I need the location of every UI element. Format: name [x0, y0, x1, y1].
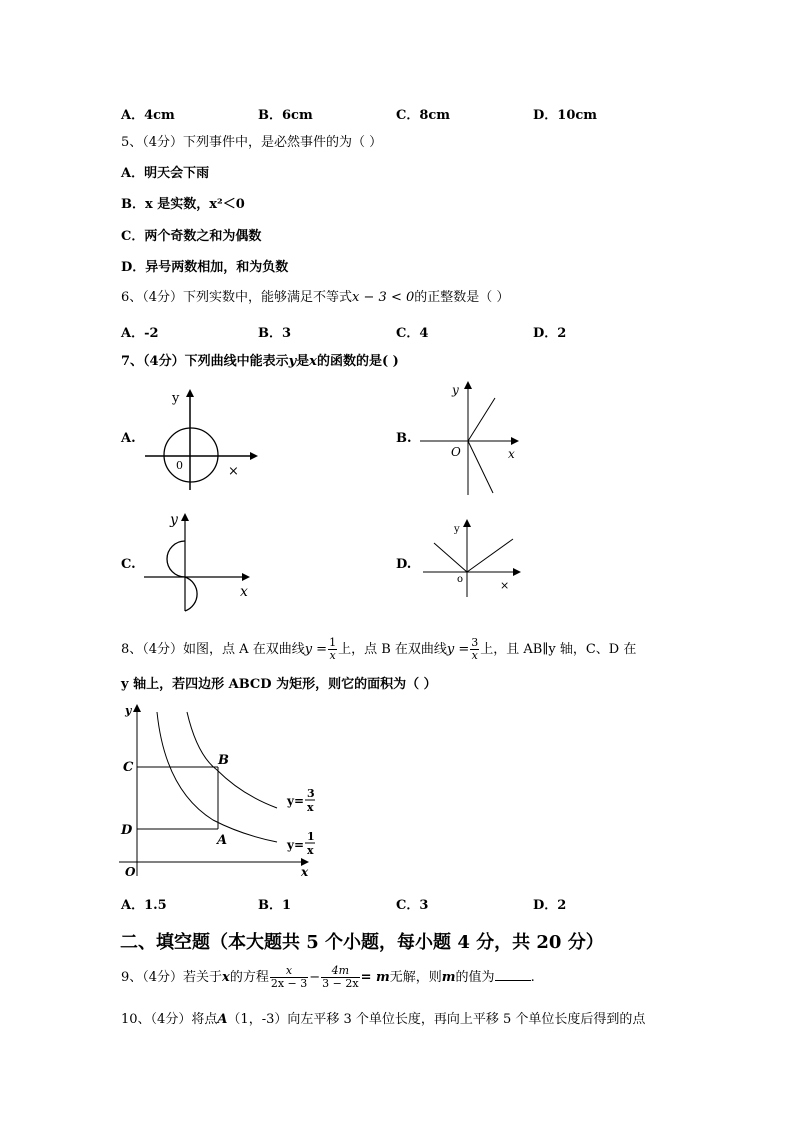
q7-d-origin-label: o — [457, 574, 464, 585]
q7-stem-pre: 7、（4分）下列曲线中能表示 — [121, 354, 289, 369]
q8-fig-y-label: y — [125, 704, 132, 717]
q8-eq2-fraction — [470, 637, 479, 662]
q9-end: . — [530, 970, 535, 985]
q8-eq1-fraction — [328, 637, 337, 662]
q7-x: x — [309, 354, 317, 369]
q8-fig-lbl1-den: x — [307, 844, 314, 857]
q7-stem-post: 的函数的是( ) — [316, 354, 399, 369]
q7-figure-a — [140, 385, 270, 495]
q9-stem-post1: 无解，则 — [389, 970, 442, 985]
q8-eq2-lhs: y = — [446, 642, 470, 657]
q7-c-x-label: x — [240, 584, 248, 600]
q8-fig-a-label: A — [217, 833, 228, 848]
q8-fig-b-label: B — [218, 753, 229, 768]
q5-choice-d: D．异号两数相加，和为负数 — [121, 260, 289, 275]
q6-option-d: D．2 — [533, 326, 567, 341]
q7-label-d: D. — [396, 557, 412, 572]
q9-f1-num: x — [270, 965, 308, 978]
q7-d-y-label: y — [454, 524, 460, 535]
q9-fraction-2 — [321, 965, 359, 990]
q8-fig-d-label: D — [121, 823, 133, 838]
q6-stem — [121, 290, 509, 306]
q9-x: x — [222, 970, 230, 985]
q9-f1-den: 2x − 3 — [270, 977, 308, 990]
q5-choice-a: A．明天会下雨 — [121, 166, 210, 181]
q8-fig-lbl3-lhs: y= — [287, 794, 305, 808]
q7-b-y-label: y — [452, 383, 459, 397]
q8-fig-origin-label: O — [125, 865, 136, 879]
q8-option-b: B．1 — [258, 898, 292, 913]
q7-figure-d — [420, 517, 530, 602]
q8-fig-lbl1-num: 1 — [307, 830, 315, 843]
q8-eq2-den: x — [471, 649, 478, 662]
q8-option-c: C．3 — [396, 898, 429, 913]
q7-b-x-label: x — [508, 447, 515, 461]
q7-label-a: A. — [121, 431, 136, 446]
q8-option-a: A．1.5 — [121, 898, 167, 913]
q9-f2-den: 3 − 2x — [322, 977, 359, 990]
q7-d-x-label: × — [500, 579, 510, 592]
q9-equals-m: = m — [360, 970, 390, 985]
q9-stem-pre: 9、（4分）若关于 — [121, 970, 223, 985]
section-2-title: 二、填空题（本大题共 5 个小题，每小题 4 分，共 20 分） — [120, 932, 604, 953]
q9-stem-mid: 的方程 — [229, 970, 269, 985]
q8-eq2-num: 3 — [471, 636, 479, 649]
q8-stem1-post: 上，且 AB∥y 轴，C、D 在 — [480, 642, 637, 657]
q7-figure-b — [418, 380, 528, 500]
q10-stem-post: （1，-3）向左平移 3 个单位长度，再向上平移 5 个单位长度后得到的点 — [227, 1012, 646, 1027]
q7-figure-c — [140, 508, 260, 613]
q8-stem-line1 — [121, 637, 636, 662]
q8-fig-lbl3-den: x — [307, 801, 314, 814]
q8-eq1-lhs: y = — [304, 642, 328, 657]
q9-minus: − — [309, 970, 321, 985]
q8-stem1-mid: 上，点 B 在双曲线 — [338, 642, 447, 657]
q7-y: y — [288, 354, 297, 369]
q7-stem — [121, 354, 399, 370]
q7-a-y-label: y — [172, 391, 180, 406]
q9-f2-num: 4m — [321, 965, 359, 978]
q4-option-b: B．6cm — [258, 108, 313, 123]
q9-stem — [121, 963, 535, 993]
q7-a-x-label: × — [228, 464, 239, 479]
q8-option-d: D．2 — [533, 898, 567, 913]
q6-stem-pre: 6、（4分）下列实数中，能够满足不等式 — [121, 290, 353, 305]
q8-stem-line2: y 轴上，若四边形 ABCD 为矩形，则它的面积为（ ） — [121, 677, 437, 692]
q8-figure — [117, 700, 337, 880]
q7-label-b: B. — [396, 431, 412, 446]
q6-inequality: x − 3 < 0 — [352, 290, 415, 305]
q8-eq1-num: 1 — [329, 636, 337, 649]
q8-stem1-pre: 8、（4分）如图，点 A 在双曲线 — [121, 642, 305, 657]
q4-option-c: C．8cm — [396, 108, 451, 123]
q9-stem-post2: 的值为 — [455, 970, 495, 985]
q6-option-c: C．4 — [396, 326, 429, 341]
q6-option-a: A．-2 — [121, 326, 159, 341]
q8-eq1-den: x — [329, 649, 336, 662]
q10-point-a: A — [217, 1012, 228, 1027]
q8-fig-lbl3-num: 3 — [307, 787, 315, 800]
q6-stem-post: 的正整数是（ ） — [414, 290, 510, 305]
q7-c-y-label: y — [170, 512, 178, 528]
q7-label-c: C. — [121, 557, 136, 572]
q9-fraction-1 — [270, 965, 308, 990]
q5-choice-c: C．两个奇数之和为偶数 — [121, 229, 262, 244]
q4-option-d: D．10cm — [533, 108, 598, 123]
q5-choice-b: B．x 是实数，x²＜0 — [121, 197, 245, 212]
q9-answer-blank[interactable] — [495, 968, 531, 981]
q9-m: m — [441, 970, 456, 985]
q7-mid: 是 — [296, 354, 310, 369]
q8-fig-lbl1-lhs: y= — [287, 838, 305, 852]
q5-stem: 5、（4分）下列事件中，是必然事件的为（ ） — [121, 135, 383, 150]
q10-stem-pre: 10、（4分）将点 — [121, 1012, 218, 1027]
q4-option-a: A．4cm — [121, 108, 175, 123]
q8-fig-c-label: C — [123, 760, 134, 775]
q6-option-b: B．3 — [258, 326, 292, 341]
q7-b-origin-label: O — [451, 445, 461, 459]
q10-stem — [121, 1012, 645, 1028]
q7-a-origin-label: 0 — [176, 459, 183, 472]
q8-fig-x-label: x — [301, 865, 309, 879]
